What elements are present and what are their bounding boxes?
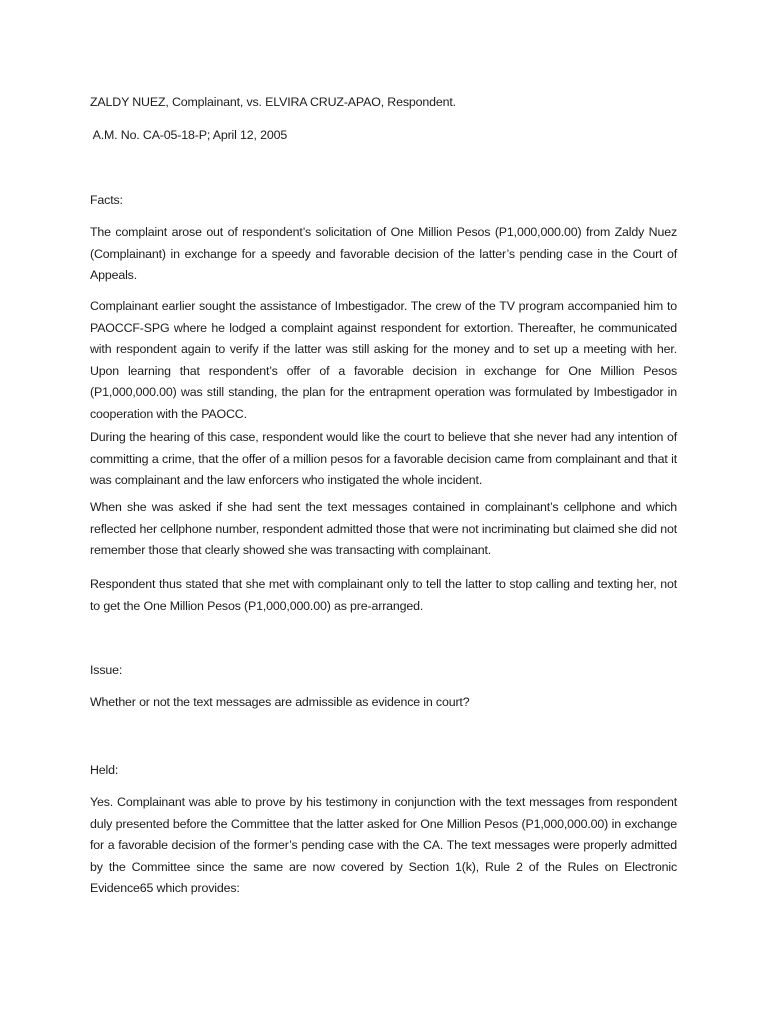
facts-paragraph-3: During the hearing of this case, respondent would like the court to believe that she never had any intention of committing a crime, that the offer of a million pesos for a favorable decision came from complainant and that it was complainant and the law enforcers who instigated the whole incident. [90, 430, 677, 487]
facts-heading: Facts: [90, 193, 123, 207]
case-title: ZALDY NUEZ, Complainant, vs. ELVIRA CRUZ-APAO, Respondent. [90, 95, 456, 109]
facts-paragraph-1: The complaint arose out of respondent’s solicitation of One Million Pesos (P1,000,000.00) from Zaldy Nuez (Complainant) in exchange for a speedy and favorable decision of the latter’s pending case in the Court of Appeals. [90, 225, 677, 282]
facts-paragraph-2: Complainant earlier sought the assistance of Imbestigador. The crew of the TV program accompanied him to PAOCCF-SPG where he lodged a complaint against respondent for extortion. Thereafter, he communicated with respondent again to verify if the latter was still asking for the money and to set up a meeting with her. Upon learning that respondent’s offer of a favorable decision in exchange for One Million Pesos (P1,000,000.00) was still standing, the plan for the entrapment operation was formulated by Imbestigador in cooperation with the PAOCC. [90, 299, 677, 421]
held-paragraph: Yes. Complainant was able to prove by his testimony in conjunction with the text messages from respondent duly presented before the Committee that the latter asked for One Million Pesos (P1,000,000.00) in exchange for a favorable decision of the former’s pending case with the CA. The text messages were properly admitted by the Committee since the same are now covered by Section 1(k), Rule 2 of the Rules on Electronic Evidence65 which provides: [90, 795, 677, 895]
issue-heading: Issue: [90, 663, 123, 677]
case-number: A.M. No. CA-05-18-P; April 12, 2005 [90, 128, 288, 142]
held-heading: Held: [90, 763, 119, 777]
facts-paragraph-4: When she was asked if she had sent the text messages contained in complainant’s cellphone and which reflected her cellphone number, respondent admitted those that were not incriminating but claimed she did not remember those that clearly showed she was transacting with complainant. [90, 500, 677, 557]
facts-paragraph-5: Respondent thus stated that she met with complainant only to tell the latter to stop calling and texting her, not to get the One Million Pesos (P1,000,000.00) as pre-arranged. [90, 577, 677, 613]
issue-text: Whether or not the text messages are admissible as evidence in court? [90, 695, 470, 709]
